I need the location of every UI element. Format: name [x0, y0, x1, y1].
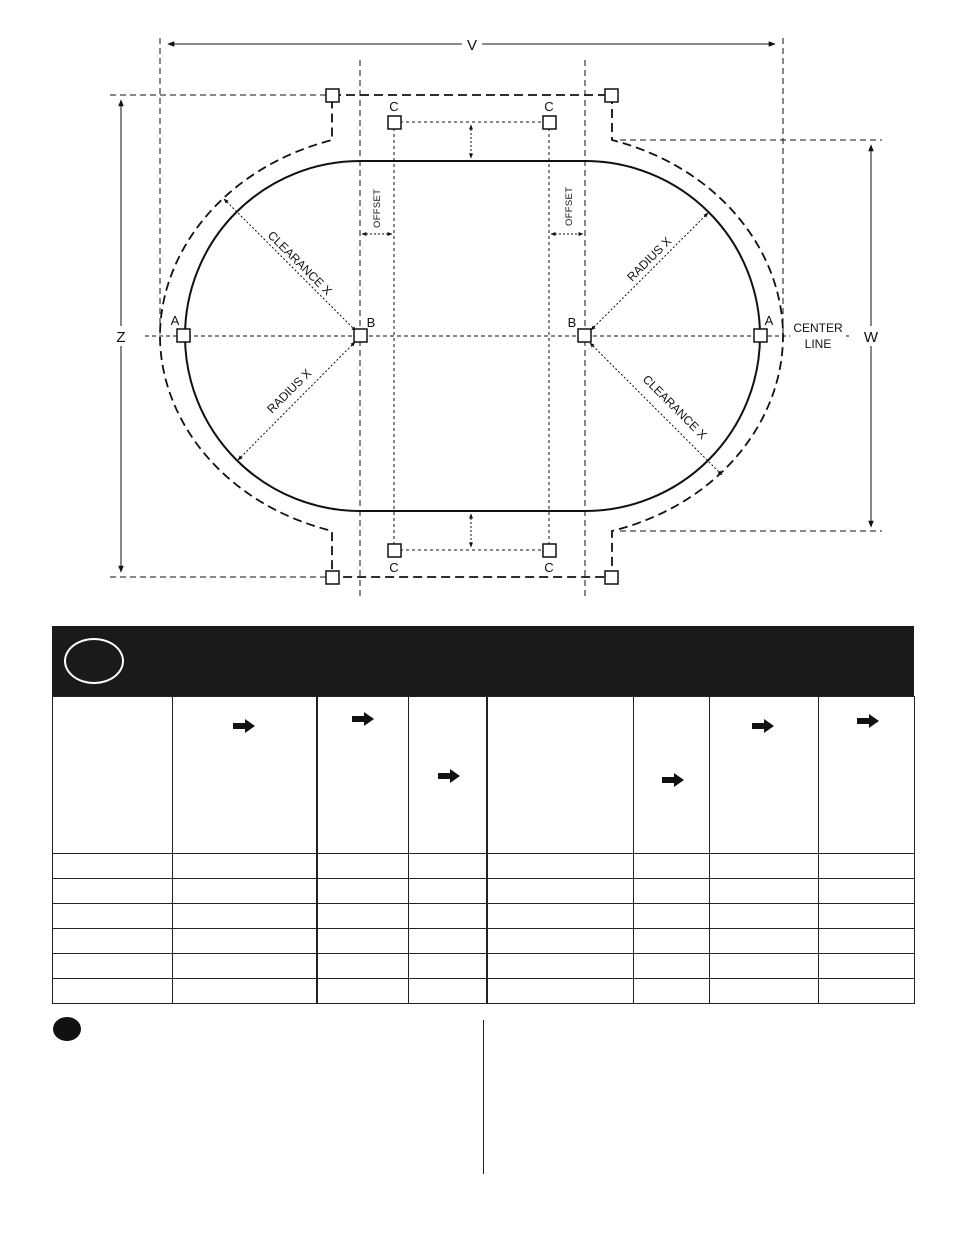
label-center: CENTER	[793, 321, 843, 335]
label-v: V	[466, 37, 478, 54]
table-row	[53, 879, 915, 904]
marker-a-left	[177, 329, 190, 342]
label-b-right: B	[567, 315, 577, 330]
radius-lower-left-arrow	[238, 342, 355, 460]
clearance-lower-right-arrow	[590, 343, 722, 475]
right-arrow-icon	[662, 773, 684, 787]
table-row	[53, 954, 915, 979]
table-row	[53, 904, 915, 929]
label-w: W	[863, 329, 879, 346]
label-clearance-lower-right: CLEARANCE X	[639, 372, 710, 443]
right-arrow-icon	[233, 719, 255, 733]
label-line: LINE	[804, 337, 832, 351]
right-arrow-icon	[352, 712, 374, 726]
table-head-row	[53, 697, 915, 854]
head-cell-7	[710, 697, 819, 854]
marker-b-left	[354, 329, 367, 342]
head-cell-6	[634, 697, 710, 854]
label-c-bottom-right: C	[544, 560, 554, 575]
table-row	[53, 854, 915, 879]
right-arrow-icon	[752, 719, 774, 733]
marker-top-right-corner	[605, 89, 618, 102]
label-a-right: A	[764, 313, 774, 328]
marker-b-right	[578, 329, 591, 342]
head-cell-1	[53, 697, 173, 854]
table-row	[53, 979, 915, 1004]
notes-column-divider	[483, 1020, 484, 1174]
right-arrow-icon	[438, 769, 460, 783]
label-b-left: B	[366, 315, 376, 330]
table-header-bar	[52, 626, 914, 696]
clearance-upper-left-arrow	[224, 199, 356, 331]
label-radius-upper-right: RADIUS X	[624, 234, 675, 285]
marker-c-top-right	[543, 116, 556, 129]
label-offset-right: OFFSET	[564, 186, 575, 226]
head-cell-2	[173, 697, 317, 854]
specification-table	[52, 626, 914, 1004]
header-circle-icon	[64, 638, 124, 684]
marker-bottom-left-corner	[326, 571, 339, 584]
head-cell-4	[409, 697, 487, 854]
marker-c-top-left	[388, 116, 401, 129]
marker-c-bottom-right	[543, 544, 556, 557]
marker-top-left-corner	[326, 89, 339, 102]
head-cell-3	[317, 697, 409, 854]
spec-grid	[52, 696, 915, 1004]
table-row	[53, 929, 915, 954]
radius-upper-right-arrow	[591, 213, 708, 330]
marker-c-bottom-left	[388, 544, 401, 557]
label-offset-left: OFFSET	[372, 188, 383, 228]
marker-a-right	[754, 329, 767, 342]
label-c-bottom-left: C	[389, 560, 399, 575]
head-cell-5	[487, 697, 634, 854]
right-arrow-icon	[857, 714, 879, 728]
marker-bottom-right-corner	[605, 571, 618, 584]
head-cell-8	[819, 697, 915, 854]
label-z: Z	[116, 329, 126, 346]
label-clearance-upper-left: CLEARANCE X	[264, 228, 335, 299]
note-bullet-icon	[53, 1017, 81, 1041]
label-c-top-left: C	[389, 99, 399, 114]
label-c-top-right: C	[544, 99, 554, 114]
label-radius-lower-left: RADIUS X	[264, 366, 315, 417]
label-a-left: A	[170, 313, 180, 328]
